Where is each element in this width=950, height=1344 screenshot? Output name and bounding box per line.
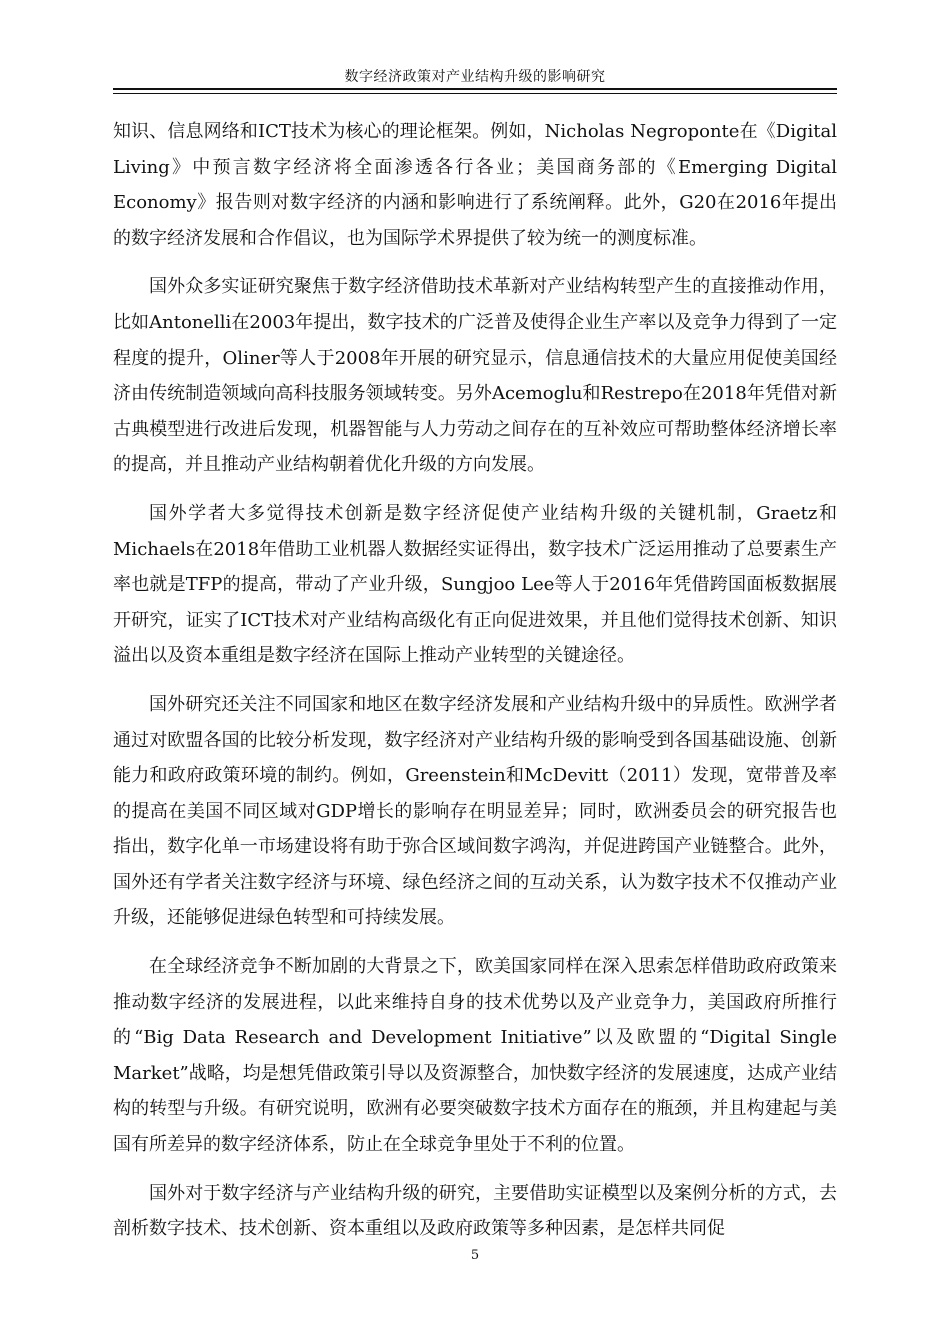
paragraph-3: 国外学者大多觉得技术创新是数字经济促使产业结构升级的关键机制，Graetz和Michaels在2018年借助工业机器人数据经实证得出，数字技术广泛运用推动了总要素生产率也就是TFP的提高，带动了产业升级，Sungjoo Lee等人于2016年凭借跨国面板数据展开研究，证实了ICT技术对产业结构高级化有正向促进效果，并且他们觉得技术创新、知识溢出以及资本重组是数字经济在国际上推动产业转型的关键途径。 bbox=[113, 502, 837, 667]
paragraph-2: 国外众多实证研究聚焦于数字经济借助技术革新对产业结构转型产生的直接推动作用，比如Antonelli在2003年提出，数字技术的广泛普及使得企业生产率以及竞争力得到了一定程度的提升，Oliner等人于2008年开展的研究显示，信息通信技术的大量应用促使美国经济由传统制造领域向高科技服务领域转变。另外Acemoglu和Restrepo在2018年凭借对新古典模型进行改进后发现，机器智能与人力劳动之间存在的互补效应可帮助整体经济增长率的提高，并且推动产业结构朝着优化升级的方向发展。 bbox=[113, 276, 837, 476]
paragraph-1: 知识、信息网络和ICT技术为核心的理论框架。例如，Nicholas Negroponte在《Digital Living》中预言数字经济将全面渗透各行各业；美国商务部的《Emerging Digital Economy》报告则对数字经济的内涵和影响进行了系统阐释。此外，G20在2016年提出的数字经济发展和合作倡议，也为国际学术界提供了较为统一的测度标准。 bbox=[113, 121, 837, 249]
header-rule-thin bbox=[113, 93, 837, 94]
page-number: 5 bbox=[470, 1248, 480, 1263]
paragraph-4: 国外研究还关注不同国家和地区在数字经济发展和产业结构升级中的异质性。欧洲学者通过对欧盟各国的比较分析发现，数字经济对产业结构升级的影响受到各国基础设施、创新能力和政府政策环境的制约。例如，Greenstein和McDevitt（2011）发现，宽带普及率的提高在美国不同区域对GDP增长的影响存在明显差异；同时，欧洲委员会的研究报告也指出，数字化单一市场建设将有助于弥合区域间数字鸿沟，并促进跨国产业链整合。此外，国外还有学者关注数字经济与环境、绿色经济之间的互动关系，认为数字技术不仅推动产业升级，还能够促进绿色转型和可持续发展。 bbox=[113, 693, 837, 929]
running-header-title: 数字经济政策对产业结构升级的影响研究 bbox=[344, 69, 606, 85]
header-rule bbox=[113, 88, 837, 90]
paragraph-6: 国外对于数字经济与产业结构升级的研究，主要借助实证模型以及案例分析的方式，去剖析数字技术、技术创新、资本重组以及政府政策等多种因素，是怎样共同促 bbox=[113, 1182, 837, 1240]
paragraph-5: 在全球经济竞争不断加剧的大背景之下，欧美国家同样在深入思索怎样借助政府政策来推动数字经济的发展进程，以此来维持自身的技术优势以及产业竞争力，美国政府所推行的“Big Data Research and Development Initiative”以及欧盟的“Digital Single Market”战略，均是想凭借政策引导以及资源整合，加快数字经济的发展速度，达成产业结构的转型与升级。有研究说明，欧洲有必要突破数字技术方面存在的瓶颈，并且构建起与美国有所差异的数字经济体系，防止在全球竞争里处于不利的位置。 bbox=[113, 956, 837, 1156]
body-text bbox=[113, 114, 837, 1260]
